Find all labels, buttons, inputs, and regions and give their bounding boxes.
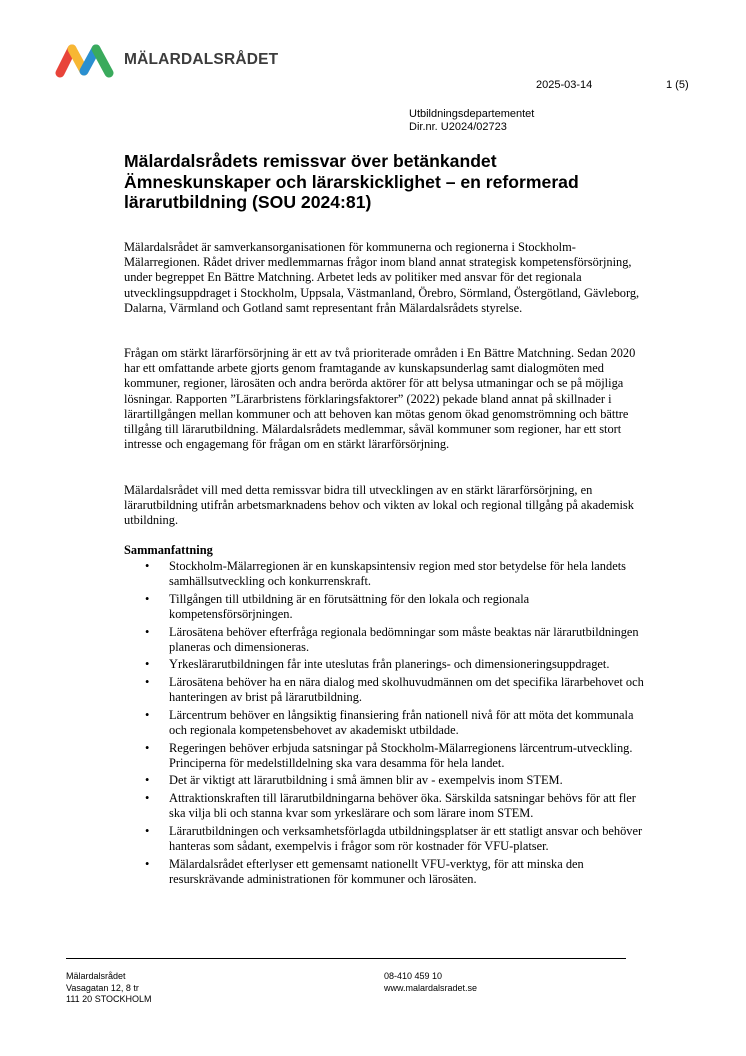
- summary-item: • Mälardalsrådet efterlyser ett gemensamt nationellt VFU-verktyg, för att minska den resurskrävande administrationen för kommuner och lärosäten.: [124, 857, 649, 887]
- intro-paragraph: Mälardalsrådet är samverkansorganisationen för kommunerna och regionerna i Stockholm-Mälarregionen. Rådet driver medlemmarnas frågor inom bland annat strategisk kompetensförsörjning, under begreppet En Bättre Matchning. Arbetet leds av politiker med ansvar för det regionala utvecklingsuppdraget i Stockholm, Uppsala, Västmanland, Örebro, Sörmland, Östergötland, Gävleborg, Dalarna, Värmland och Gotland samt representant från Mälardalsrådets styrelse.: [124, 240, 640, 315]
- summary-item: • Lärosätena behöver ha en nära dialog med skolhuvudmännen om det specifika lärarbehovet och hanteringen av brist på lärarutbildning.: [124, 675, 649, 705]
- document-date: 2025-03-14: [536, 79, 593, 91]
- recipient-block: [409, 108, 534, 134]
- summary-item: • Yrkeslärarutbildningen får inte uteslutas från planerings- och dimensioneringsuppdraget.: [124, 657, 649, 672]
- summary-item: • Det är viktigt att lärarutbildning i små ämnen blir av - exempelvis inom STEM.: [124, 773, 649, 788]
- document-title: Mälardalsrådets remissvar över betänkandet Ämneskunskaper och lärarskicklighet – en reformerad lärarutbildning (SOU 2024:81): [124, 151, 579, 212]
- malardalsradet-logo-icon: [54, 42, 116, 78]
- summary-item: • Lärosätena behöver efterfråga regionala bedömningar som måste beaktas när lärarutbildningen planeras och dimensioneras.: [124, 625, 649, 655]
- summary-item: • Attraktionskraften till lärarutbildningarna behöver öka. Särskilda satsningar behövs för att fler ska vilja bli och stanna kvar som yrkeslärare och som lärare inom STEM.: [124, 791, 649, 821]
- footer-postal: 111 20 STOCKHOLM: [66, 994, 152, 1005]
- footer-phone: 08-410 459 10: [384, 971, 443, 981]
- recipient: Utbildningsdepartementet: [409, 108, 535, 120]
- summary-item: • Lärarutbildningen och verksamhetsförlagda utbildningsplatser är ett statligt ansvar och behöver hanteras som sådant, exempelvis i frågor som rör kostnader för VFU-platser.: [124, 824, 649, 854]
- summary-list: [124, 559, 649, 889]
- summary-item: • Tillgången till utbildning är en förutsättning för den lokala och regionala kompetensförsörjningen.: [124, 592, 649, 622]
- footer-contact: [384, 971, 477, 994]
- summary-heading: Sammanfattning: [124, 543, 213, 557]
- page-number: 1 (5): [666, 79, 689, 91]
- purpose-paragraph: Mälardalsrådet vill med detta remissvar bidra till utvecklingen av en stärkt lärarförsörjning, en lärarutbildning utifrån arbetsmarknadens behov och vikten av lokal och regional tillgång på akademisk utbildning.: [124, 483, 634, 528]
- footer-address: [66, 971, 152, 1006]
- summary-item: • Stockholm-Mälarregionen är en kunskapsintensiv region med stor betydelse för hela landets samhällsutveckling och konkurrenskraft.: [124, 559, 649, 589]
- summary-item: • Regeringen behöver erbjuda satsningar på Stockholm-Mälarregionens lärcentrum-utveckling. Principerna för medelstilldelning ska vara desamma för hela landet.: [124, 741, 649, 771]
- summary-item: • Lärcentrum behöver en långsiktig finansiering från nationell nivå för att möta det kommunala och regionala kompetensbehovet av akademiskt utbildade.: [124, 708, 649, 738]
- reference-number: Dir.nr. U2024/02723: [409, 121, 507, 133]
- footer-web: www.malardalsradet.se: [384, 982, 478, 993]
- footer-org: Mälardalsrådet: [66, 971, 126, 981]
- footer-street: Vasagatan 12, 8 tr: [66, 982, 139, 993]
- logo: [54, 42, 278, 78]
- logo-text: MÄLARDALSRÅDET: [124, 51, 279, 68]
- footer-divider: [66, 958, 626, 959]
- background-paragraph: Frågan om stärkt lärarförsörjning är ett av två prioriterade områden i En Bättre Matchning. Sedan 2020 har ett omfattande arbete gjorts genom framtagande av kunskapsunderlag samt dialogmöten med kommuner, regioner, lärosäten och andra berörda aktörer för att belysa utmaningar och se på möjliga lösningar. Rapporten ”Lärarbristens förklaringsfaktorer” (2022) pekade bland annat på skillnader i lärartillgången mellan kommuner och att behoven kan mötas genom ökad genomströmning och bättre tillgång till lärarutbildning. Mälardalsrådets medlemmar, såväl kommuner som regioner, har ett stort intresse och engagemang för frågan om en stärkt lärarförsörjning.: [124, 346, 636, 452]
